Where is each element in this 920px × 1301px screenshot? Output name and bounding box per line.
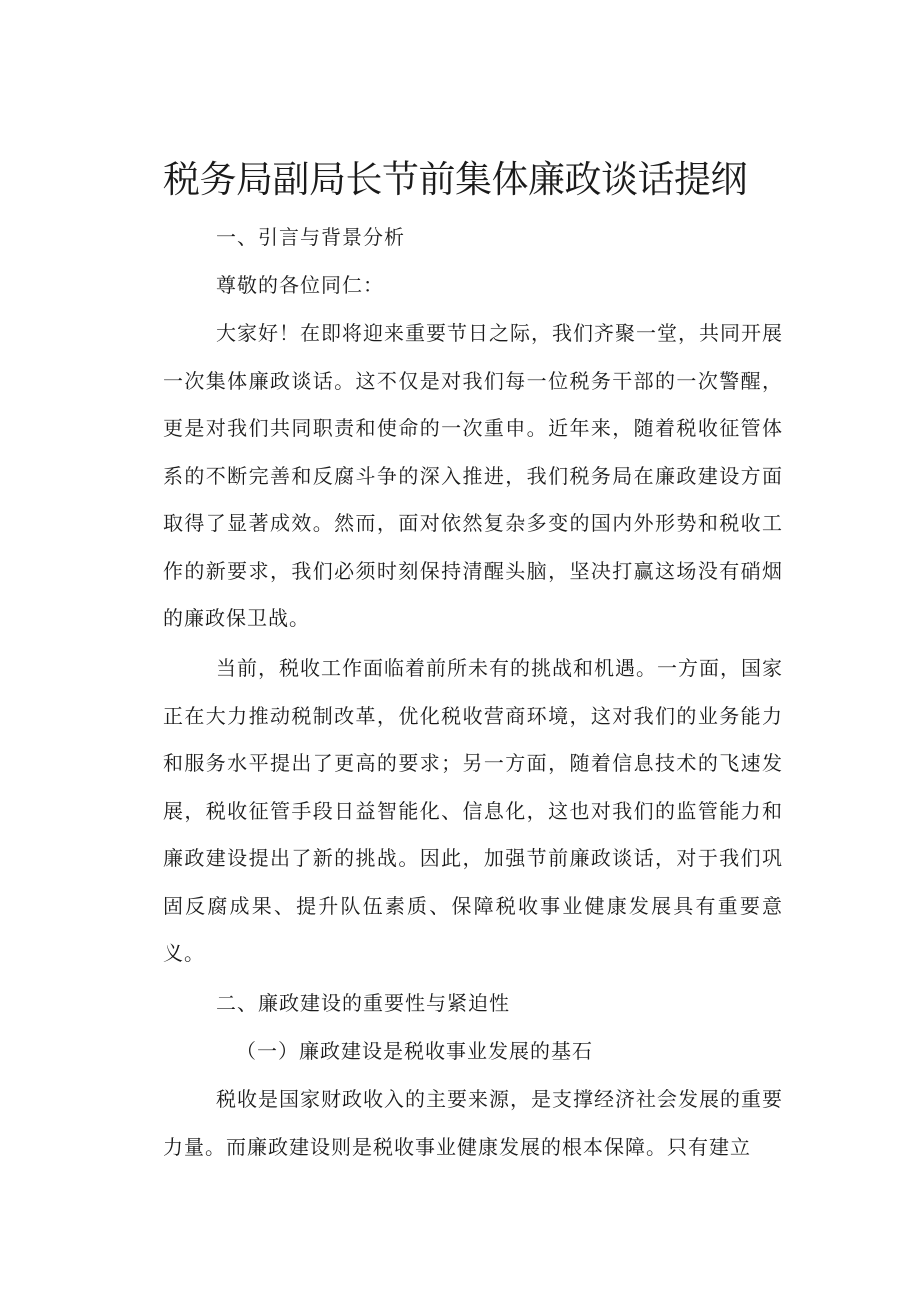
- subsection-heading-1: （一）廉政建设是税收事业发展的基石: [236, 1039, 593, 1063]
- paragraph-foundation: 税收是国家财政收入的主要来源，是支撑经济社会发展的重要力量。而廉政建设则是税收事业健康发展的根本保障。只有建立: [163, 1087, 783, 1159]
- section-heading-2: 二、廉政建设的重要性与紧迫性: [216, 991, 510, 1015]
- document-title: 税务局副局长节前集体廉政谈话提纲: [163, 158, 747, 201]
- paragraph-challenges: 当前，税收工作面临着前所未有的挑战和机遇。一方面，国家正在大力推动税制改革，优化税收营商环境，这对我们的业务能力和服务水平提出了更高的要求；另一方面，随着信息技术的飞速发展，税收征管手段日益智能化、信息化，这也对我们的监管能力和廉政建设提出了新的挑战。因此，加强节前廉政谈话，对于我们巩固反腐成果、提升队伍素质、保障税收事业健康发展具有重要意义。: [163, 656, 783, 965]
- section-heading-1: 一、引言与背景分析: [216, 225, 405, 249]
- paragraph-intro: 大家好！在即将迎来重要节日之际，我们齐聚一堂，共同开展一次集体廉政谈话。这不仅是对我们每一位税务干部的一次警醒，更是对我们共同职责和使命的一次重申。近年来，随着税收征管体系的不断完善和反腐斗争的深入推进，我们税务局在廉政建设方面取得了显著成效。然而，面对依然复杂多变的国内外形势和税收工作的新要求，我们必须时刻保持清醒头脑，坚决打赢这场没有硝烟的廉政保卫战。: [163, 321, 783, 630]
- greeting-text: 尊敬的各位同仁：: [216, 273, 384, 297]
